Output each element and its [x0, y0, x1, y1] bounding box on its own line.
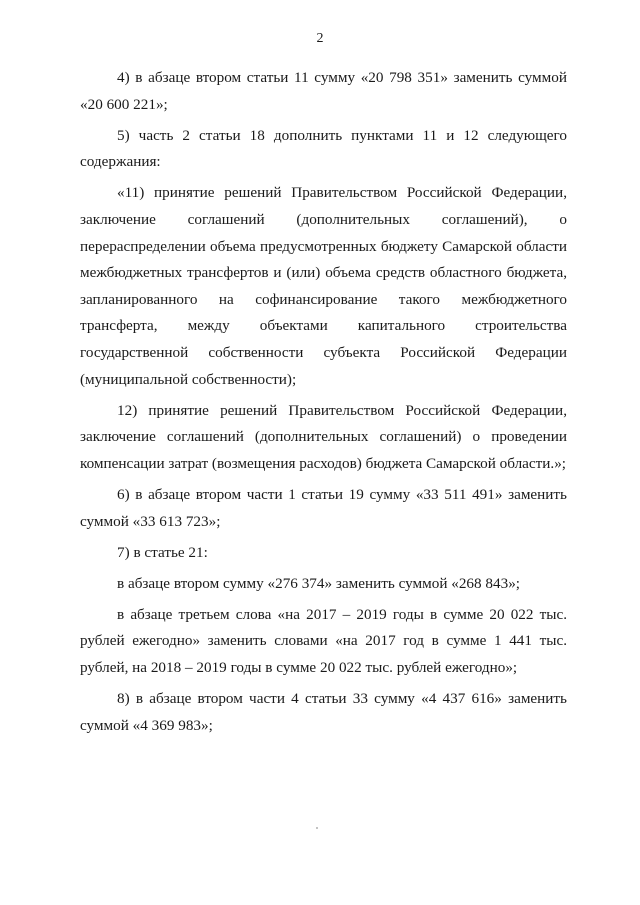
amendment-item-7-paragraph-2: в абзаце втором сумму «276 374» заменить суммой «268 843»; [117, 574, 521, 592]
page-number: 2 [316, 31, 324, 46]
amendment-item-7: 7) в статье 21: [117, 543, 208, 561]
amendment-item-5: 5) часть 2 статьи 18 дополнить пунктами 11 и 12 следующего содержания: [80, 126, 567, 171]
amendment-item-8: 8) в абзаце втором части 4 статьи 33 сумму «4 437 616» заменить суммой «4 369 983»; [80, 690, 567, 734]
scan-artifact-dot [316, 827, 318, 829]
amendment-item-7-paragraph-3: в абзаце третьем слова «на 2017 – 2019 годы в сумме 20 022 тыс. рублей ежегодно» заменить словами «на 2017 год в сумме 1 441 тыс. рублей, на 2018 – 2019 годы в сумме 20 022 тыс. рублей ежегодно»; [80, 605, 567, 676]
amendment-item-6: 6) в абзаце втором части 1 статьи 19 сумму «33 511 491» заменить суммой «33 613 723»; [80, 485, 567, 530]
quoted-point-11: «11) принятие решений Правительством Российской Федерации, заключение соглашений (дополнительных соглашений), о перераспределении объема предусмотренных бюджету Самарской области межбюджетных трансфертов и (или) объема средств областного бюджета, запланированного на софинансирование такого межбюджетного трансферта, между объектами капитального строительства государственной собственности субъекта Российской Федерации (муниципальной собственности); [80, 184, 567, 388]
amendment-item-4: 4) в абзаце втором статьи 11 сумму «20 798 351» заменить суммой «20 600 221»; [80, 69, 567, 113]
quoted-point-12: 12) принятие решений Правительством Российской Федерации, заключение соглашений (дополнительных соглашений) о проведении компенсации затрат (возмещения расходов) бюджета Самарской области.»; [80, 401, 567, 472]
document-body [80, 65, 567, 744]
